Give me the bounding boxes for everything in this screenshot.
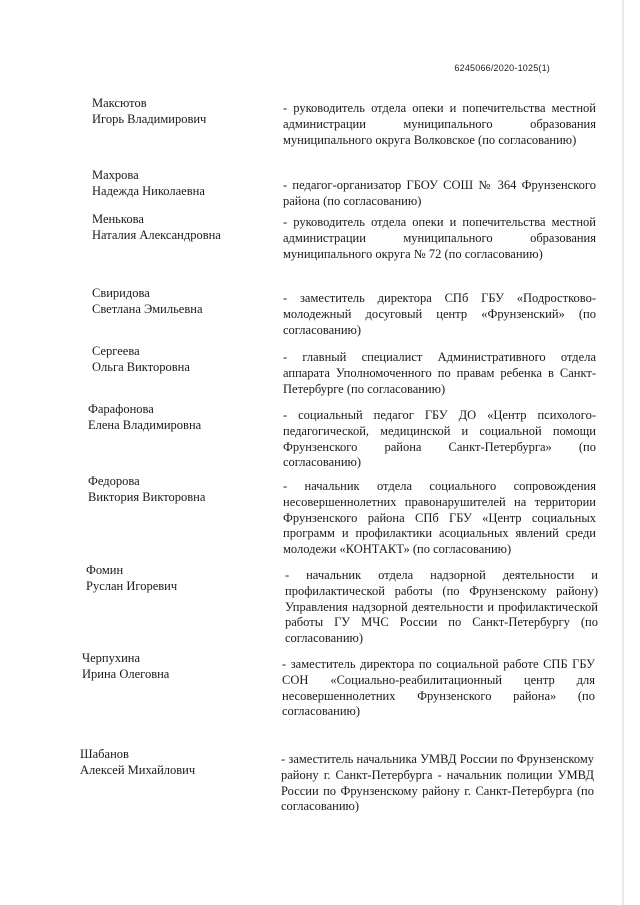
member-surname: Фарафонова	[88, 402, 154, 416]
member-role: - заместитель директора по социальной работе СПБ ГБУ СОН «Социально-реабилитационный центр для несовершеннолетних Фрунзенского района» (по согласованию)	[282, 657, 595, 719]
member-given-name: Алексей Михайлович	[80, 763, 196, 777]
member-name	[88, 401, 201, 433]
member-name	[88, 473, 205, 505]
member-name	[92, 211, 221, 243]
member-role: - заместитель начальника УМВД России по Фрунзенскому району г. Санкт-Петербурга - начальник полиции УМВД России по Фрунзенскому району г. Санкт-Петербурга (по согласованию)	[281, 752, 594, 814]
member-name	[80, 746, 195, 778]
member-role: - заместитель директора СПб ГБУ «Подростково-молодежный досуговый центр «Фрунзенский» (по согласованию)	[283, 291, 596, 337]
member-surname: Черпухина	[82, 651, 141, 665]
member-role: - руководитель отдела опеки и попечительства местной администрации муниципального образования муниципального округа Волковское (по согласованию)	[283, 101, 596, 147]
member-surname: Федорова	[88, 474, 140, 488]
member-surname: Шабанов	[80, 747, 129, 761]
member-role: - руководитель отдела опеки и попечительства местной администрации муниципального образования муниципального округа № 72 (по согласованию)	[283, 215, 596, 261]
member-name	[92, 167, 205, 199]
member-surname: Сергеева	[92, 344, 140, 358]
member-role: - педагог-организатор ГБОУ СОШ № 364 Фрунзенского района (по согласованию)	[283, 178, 596, 208]
member-name	[92, 95, 206, 127]
member-given-name: Елена Владимировна	[88, 418, 202, 432]
member-surname: Максютов	[92, 96, 147, 110]
member-role: - начальник отдела социального сопровождения несовершеннолетних правонарушителей на территории Фрунзенского района СПб ГБУ «Центр социальных программ и профилактики асоциальных явлений среди молодежи «КОНТАКТ» (по согласованию)	[283, 479, 596, 557]
scan-edge	[622, 0, 624, 905]
member-role: - начальник отдела надзорной деятельности и профилактической работы (по Фрунзенскому району) Управления надзорной деятельности и профилактической работы ГУ МЧС России по Санкт-Петербургу (по согласованию)	[285, 568, 598, 646]
member-surname: Фомин	[86, 563, 124, 577]
member-surname: Махрова	[92, 168, 139, 182]
member-name	[92, 343, 190, 375]
member-given-name: Ольга Викторовна	[92, 360, 190, 374]
member-given-name: Виктория Викторовна	[88, 490, 206, 504]
member-given-name: Светлана Эмильевна	[92, 302, 203, 316]
member-surname: Свиридова	[92, 286, 150, 300]
member-surname: Менькова	[92, 212, 144, 226]
member-given-name: Надежда Николаевна	[92, 184, 205, 198]
member-name	[82, 650, 169, 682]
member-name	[92, 285, 203, 317]
member-given-name: Игорь Владимирович	[92, 112, 207, 126]
member-role: - социальный педагог ГБУ ДО «Центр психолого-педагогической, медицинской и социальной помощи Фрунзенского района Санкт-Петербурга» (по согласованию)	[283, 408, 596, 470]
member-name	[86, 562, 177, 594]
member-given-name: Наталия Александровна	[92, 228, 221, 242]
document-number: 6245066/2020-1025(1)	[454, 63, 550, 73]
member-given-name: Руслан Игоревич	[86, 579, 178, 593]
member-role: - главный специалист Административного отдела аппарата Уполномоченного по правам ребенка в Санкт-Петербурге (по согласованию)	[283, 350, 596, 396]
member-given-name: Ирина Олеговна	[82, 667, 170, 681]
